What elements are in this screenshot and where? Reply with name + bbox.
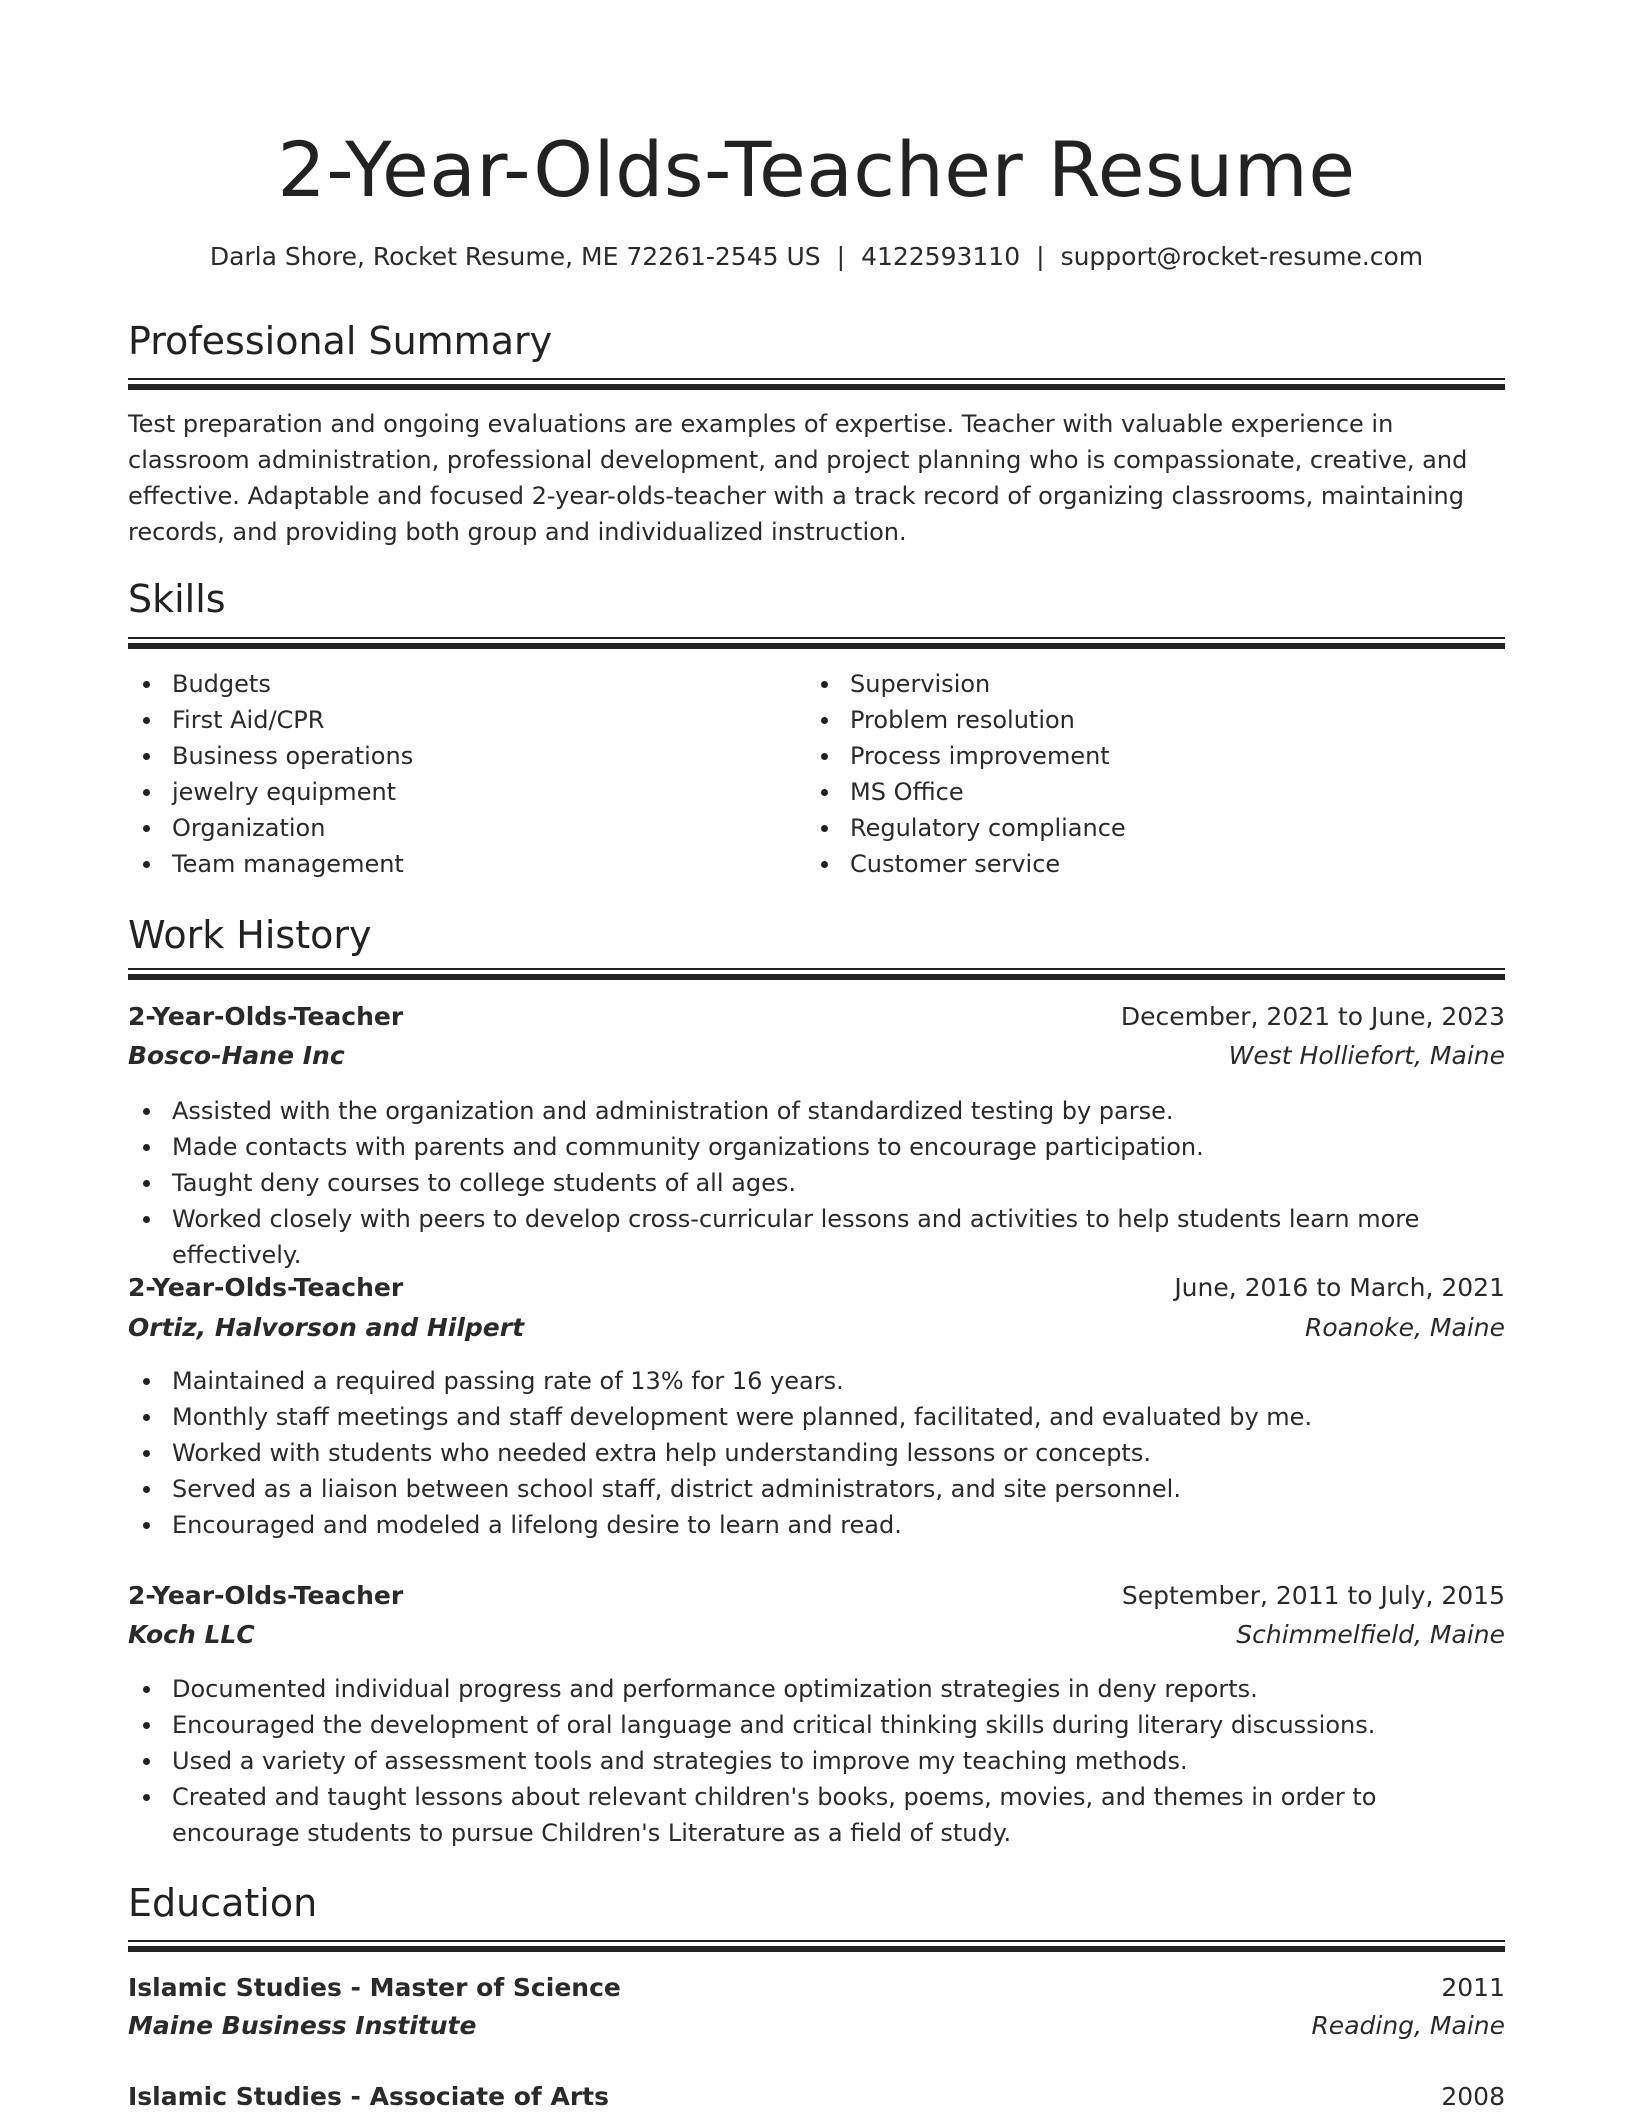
degree-title: Islamic Studies - Associate of Arts (128, 2082, 610, 2111)
job-duty-item: Encouraged and modeled a lifelong desire to learn and read. (128, 1507, 1505, 1543)
job-location: Roanoke, Maine (1305, 1313, 1505, 1342)
job-duty-item: Encouraged the development of oral language and critical thinking skills during literary discussions. (128, 1707, 1505, 1743)
job-dates: December, 2021 to June, 2023 (1120, 1002, 1505, 1031)
job-duty-item: Created and taught lessons about relevant children's books, poems, movies, and themes in order to encourage students to pursue Children's Literature as a field of study. (128, 1779, 1505, 1851)
job-location: Schimmelfield, Maine (1236, 1620, 1505, 1649)
job-duty-item: Worked with students who needed extra help understanding lessons or concepts. (128, 1435, 1505, 1471)
skill-item: Supervision (806, 666, 1496, 702)
school-name: Maine Business Institute (128, 2011, 477, 2040)
job-duty-item: Documented individual progress and performance optimization strategies in deny reports. (128, 1671, 1505, 1707)
degree-year: 2008 (1441, 2082, 1505, 2111)
skill-item: Organization (128, 810, 788, 846)
job-duty-item: Used a variety of assessment tools and strategies to improve my teaching methods. (128, 1743, 1505, 1779)
job-duty-item: Maintained a required passing rate of 13% for 16 years. (128, 1363, 1505, 1399)
job-duty-item: Monthly staff meetings and staff development were planned, facilitated, and evaluated by me. (128, 1399, 1505, 1435)
skills-list-right (806, 666, 1496, 882)
skill-item: jewelry equipment (128, 774, 788, 810)
contact-separator: | (1036, 242, 1045, 271)
job-location: West Holliefort, Maine (1228, 1041, 1505, 1070)
skill-item: Customer service (806, 846, 1496, 882)
job-title: 2-Year-Olds-Teacher (128, 1273, 404, 1302)
job-company: Bosco-Hane Inc (128, 1041, 345, 1070)
job-dates: June, 2016 to March, 2021 (1174, 1273, 1505, 1302)
contact-email: support@rocket-resume.com (1060, 242, 1424, 271)
section-divider (128, 378, 1505, 390)
skills-list-left (128, 666, 788, 882)
contact-separator: | (836, 242, 846, 271)
job-duty-item: Served as a liaison between school staff, district administrators, and site personnel. (128, 1471, 1505, 1507)
degree-year: 2011 (1441, 1973, 1505, 2002)
skill-item: Budgets (128, 666, 788, 702)
job-duty-item: Worked closely with peers to develop cross-curricular lessons and activities to help students learn more effectively. (128, 1201, 1505, 1273)
job-duty-item: Assisted with the organization and administration of standardized testing by parse. (128, 1093, 1505, 1129)
summary-text: Test preparation and ongoing evaluations are examples of expertise. Teacher with valuable experience in classroom administration, professional development, and project planning who is compassionate, creative, and effective. Adaptable and focused 2-year-olds-teacher with a track record of organizing classrooms, maintaining records, and providing both group and individualized instruction. (128, 410, 1468, 546)
skill-item: Regulatory compliance (806, 810, 1496, 846)
skill-item: MS Office (806, 774, 1496, 810)
job-title: 2-Year-Olds-Teacher (128, 1581, 404, 1610)
job-duties-list (128, 1093, 1505, 1273)
resume-title: 2-Year-Olds-Teacher Resume (277, 125, 1356, 214)
skill-item: Process improvement (806, 738, 1496, 774)
skill-item: Problem resolution (806, 702, 1496, 738)
job-duties-list (128, 1671, 1505, 1851)
section-divider (128, 968, 1505, 980)
section-divider (128, 637, 1505, 649)
job-title: 2-Year-Olds-Teacher (128, 1002, 404, 1031)
skill-item: First Aid/CPR (128, 702, 788, 738)
job-company: Ortiz, Halvorson and Hilpert (128, 1313, 525, 1342)
job-company: Koch LLC (128, 1620, 255, 1649)
job-duty-item: Made contacts with parents and community organizations to encourage participation. (128, 1129, 1505, 1165)
job-dates: September, 2011 to July, 2015 (1121, 1581, 1505, 1610)
degree-title: Islamic Studies - Master of Science (128, 1973, 621, 2002)
contact-line (128, 240, 1505, 274)
job-duty-item: Taught deny courses to college students of all ages. (128, 1165, 1505, 1201)
school-location: Reading, Maine (1311, 2011, 1505, 2040)
section-heading-work-history: Work History (128, 913, 372, 957)
section-heading-skills: Skills (128, 577, 226, 621)
contact-phone: 4122593110 (861, 242, 1021, 271)
section-heading-education: Education (128, 1881, 318, 1925)
skill-item: Team management (128, 846, 788, 882)
section-heading-summary: Professional Summary (128, 319, 553, 363)
job-duties-list (128, 1363, 1505, 1543)
section-divider (128, 1940, 1505, 1952)
skill-item: Business operations (128, 738, 788, 774)
contact-address: Darla Shore, Rocket Resume, ME 72261-2545 US (209, 242, 821, 271)
